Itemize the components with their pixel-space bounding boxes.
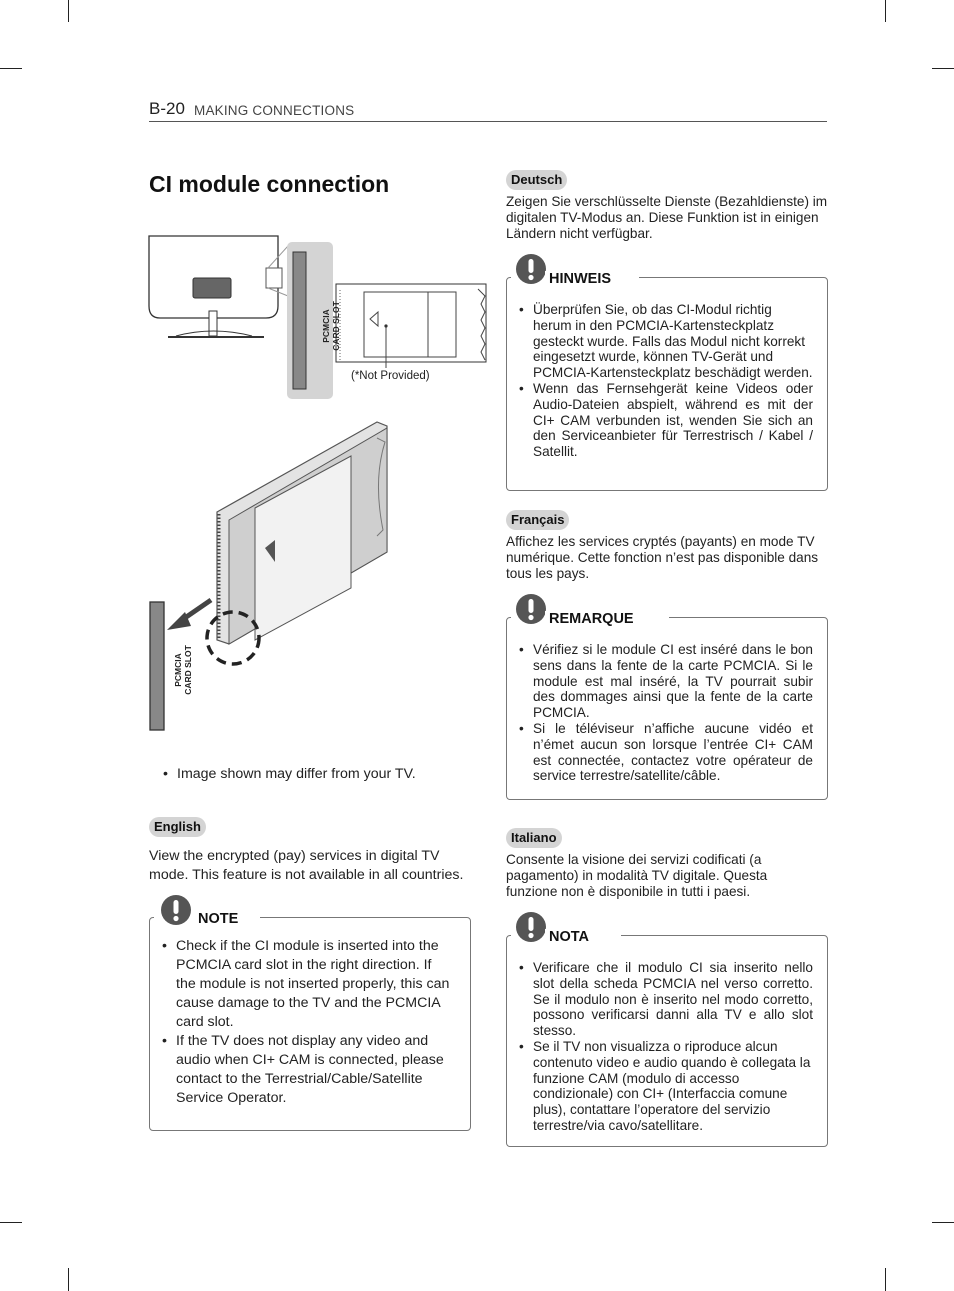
francais-text: Affichez les services cryptés (payants) en mode TV numérique. Cette fonction n’est pas disponible dans tous les pays.	[506, 534, 819, 581]
list-item: • If the TV does not display any video and audio when CI+ CAM is connected, please contact to the Terrestrial/Cable/Satellite Service Operator.	[162, 1032, 454, 1108]
lang-badge-english: English	[149, 817, 206, 837]
note-title-english: NOTE	[194, 911, 242, 927]
list-item: • Wenn das Fernsehgerät keine Videos oder Audio-Dateien abspielt, während es mit der CI+ CAM verbunden ist, wenden Sie sich an den Serviceanbieter für Terrestrisch / Kabel / Satellit.	[519, 381, 813, 460]
crop-mark	[68, 0, 69, 22]
list-item: • Vérifiez si le module CI est inséré dans le bon sens dans la fente de la carte PCMCIA. Si le module est mal inséré, la TV pourrait subir des dommages ainsi que la fente de la carte PCMCIA.	[519, 642, 813, 721]
page-title: CI module connection	[149, 171, 390, 197]
crop-mark	[885, 0, 886, 22]
exclamation-icon	[516, 912, 546, 942]
image-disclaimer: • Image shown may differ from your TV.	[163, 766, 416, 782]
english-text: View the encrypted (pay) services in digital TV mode. This feature is not available in all countries.	[149, 848, 464, 883]
note-list-english	[162, 937, 454, 1108]
page-number: B-20	[149, 99, 185, 118]
list-item: • Check if the CI module is inserted into the PCMCIA card slot in the right direction. If the module is not inserted properly, this can cause damage to the TV and the PCMCIA card slot.	[162, 937, 454, 1032]
note-title-francais: REMARQUE	[545, 611, 638, 627]
crop-mark	[0, 68, 22, 69]
exclamation-icon	[516, 254, 546, 284]
italiano-text: Consente la visione dei servizi codificati (a pagamento) in modalità TV digitale. Questa funzione non è disponibile in tutti i paesi.	[506, 852, 768, 899]
crop-mark	[0, 1222, 22, 1223]
slot-label-line1: PCMCIA	[321, 309, 331, 343]
note-list-deutsch	[519, 302, 813, 460]
not-provided-label: (*Not Provided)	[351, 370, 430, 382]
header-rule	[149, 121, 827, 122]
note-list-francais	[519, 642, 813, 784]
note-list-italiano	[519, 960, 813, 1134]
note-title-italiano: NOTA	[545, 929, 593, 945]
section-title: MAKING CONNECTIONS	[194, 103, 355, 118]
list-item: • Verificare che il modulo CI sia inserito nello slot della scheda PCMCIA nel verso corretto. Se il modulo non è inserito nel modo corretto, possono verificarsi danni alla TV e allo slot stesso.	[519, 960, 813, 1039]
crop-mark	[68, 1268, 69, 1291]
lang-badge-deutsch: Deutsch	[506, 170, 567, 190]
slot-label-line2: CARD SLOT	[331, 301, 341, 351]
crop-mark	[932, 1222, 954, 1223]
list-item: • Überprüfen Sie, ob das CI-Modul richtig herum in den PCMCIA-Kartensteckplatz gesteckt wurde. Falls das Modul nicht korrekt eingesetzt wurde, können TV-Gerät und PCMCIA-Kartensteckplatz beschädigt werden.	[519, 302, 813, 381]
exclamation-icon	[516, 594, 546, 624]
list-item: • Se il TV non visualizza o riproduce alcun contenuto video e audio quando è collegata la funzione CAM (modulo di accesso condizionale) con CI+ (Interfaccia comune plus), contattare l’operatore del servizio terrestre/via cavo/satellitare.	[519, 1039, 813, 1134]
list-item: • Si le téléviseur n’affiche aucune vidéo et n’émet aucun son lorsque l’entrée CI+ CAM est connectée, contactez votre opérateur de service terrestre/satellite/câble.	[519, 721, 813, 784]
slot-label-line2: CARD SLOT	[183, 645, 193, 695]
lang-badge-francais: Français	[506, 510, 569, 530]
slot-label-line1: PCMCIA	[173, 653, 183, 687]
exclamation-icon	[161, 895, 191, 925]
deutsch-text: Zeigen Sie verschlüsselte Dienste (Bezahldienste) im digitalen TV-Modus an. Diese Funktion ist in einigen Ländern nicht verfügbar.	[506, 194, 828, 241]
crop-mark	[885, 1268, 886, 1291]
lang-badge-italiano: Italiano	[506, 828, 562, 848]
crop-mark	[932, 68, 954, 69]
note-title-deutsch: HINWEIS	[545, 271, 615, 287]
